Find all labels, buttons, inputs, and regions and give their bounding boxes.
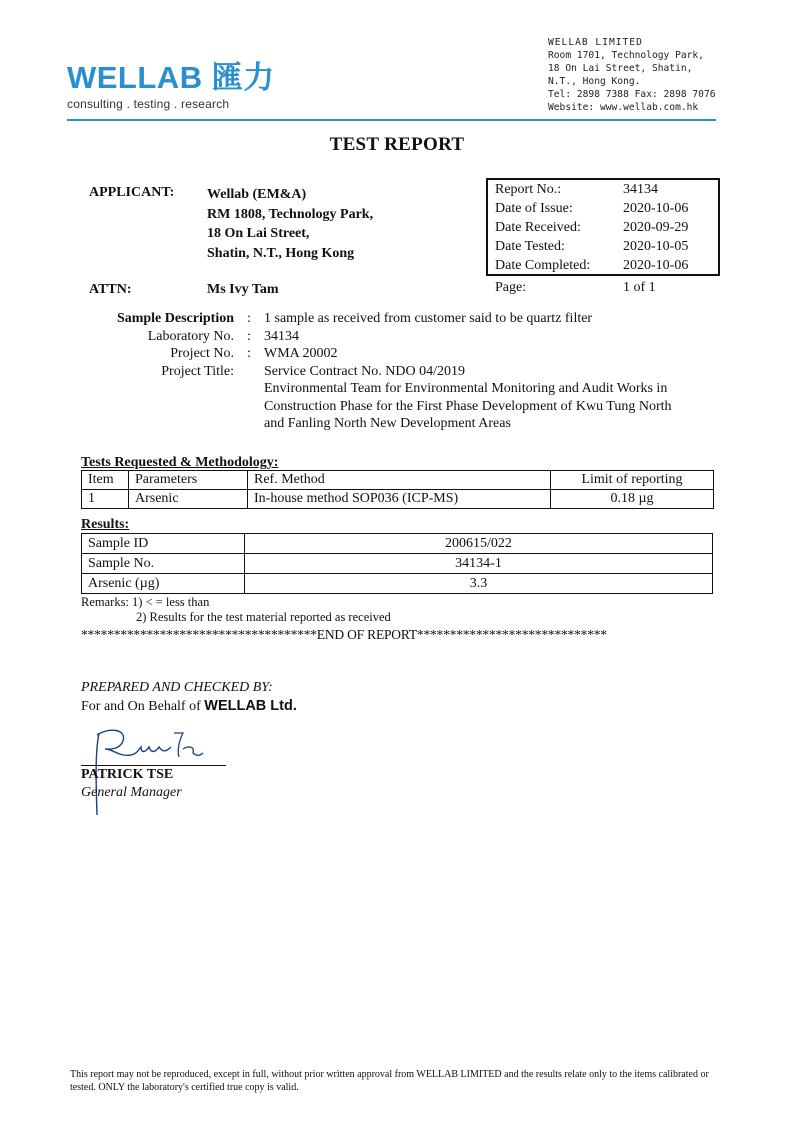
report-info-key: Date Received: xyxy=(495,220,581,235)
applicant-address xyxy=(207,185,373,263)
table-header-cell: Parameters xyxy=(129,471,248,490)
signer-name: PATRICK TSE xyxy=(81,767,174,782)
table-row xyxy=(82,534,713,554)
colon: : xyxy=(247,328,251,344)
report-info-value: 34134 xyxy=(623,182,658,197)
table-cell: 1 xyxy=(82,490,129,509)
report-info-value: 2020-09-29 xyxy=(623,220,689,235)
report-info-row xyxy=(495,237,718,256)
remarks xyxy=(81,595,391,625)
company-phone-fax: Tel: 2898 7388 Fax: 2898 7076 xyxy=(548,89,716,100)
table-header-cell: Limit of reporting xyxy=(551,471,714,490)
report-info-key: Date Completed: xyxy=(495,258,591,273)
report-info-key: Report No.: xyxy=(495,182,562,197)
page-info xyxy=(495,280,656,296)
sample-row xyxy=(100,328,704,346)
report-info-row xyxy=(495,256,718,275)
table-row xyxy=(82,574,713,594)
applicant-label: APPLICANT: xyxy=(89,185,175,200)
lab-no: 34134 xyxy=(264,328,299,344)
sample-row xyxy=(100,310,704,328)
colon: : xyxy=(247,311,251,326)
results-table xyxy=(81,533,713,594)
footer-disclaimer: This report may not be reproduced, except in full, without prior written approval from WELLAB LIMITED and the results relate only to the items calibrated or tested. ONLY the laboratory's certified true copy is valid. xyxy=(70,1069,709,1093)
result-label: Arsenic (µg) xyxy=(82,574,245,594)
result-value: 3.3 xyxy=(245,574,713,594)
applicant-line: 18 On Lai Street, xyxy=(207,226,310,241)
on-behalf-prefix: For and On Behalf of xyxy=(81,699,201,714)
project-title-line: Service Contract No. NDO 04/2019 xyxy=(264,363,466,379)
page-info-key: Page: xyxy=(495,280,527,295)
table-row xyxy=(82,554,713,574)
remark-line: 2) Results for the test material reported as received xyxy=(136,610,391,624)
signer-title: General Manager xyxy=(81,785,182,800)
applicant-line: Shatin, N.T., Hong Kong xyxy=(207,245,355,261)
sample-description: 1 sample as received from customer said to be quartz filter xyxy=(264,311,593,326)
address-line: Room 1701, Technology Park, xyxy=(548,50,704,61)
sample-row xyxy=(100,345,704,363)
report-info-value: 2020-10-05 xyxy=(623,239,689,254)
sample-description-label: Sample Description xyxy=(116,311,234,326)
tests-section-title: Tests Requested & Methodology: xyxy=(81,455,279,470)
sample-row xyxy=(100,363,704,433)
prepared-by-label: PREPARED AND CHECKED BY: xyxy=(81,680,273,695)
result-label: Sample No. xyxy=(82,554,245,574)
table-header-cell: Ref. Method xyxy=(248,471,551,490)
on-behalf-company: WELLAB Ltd. xyxy=(204,698,297,714)
company-name: WELLAB LIMITED xyxy=(548,37,643,48)
table-cell: Arsenic xyxy=(129,490,248,509)
result-value: 34134-1 xyxy=(245,554,713,574)
attn-label: ATTN: xyxy=(89,282,132,297)
header-divider xyxy=(67,119,716,121)
project-title xyxy=(264,363,704,433)
table-header-row xyxy=(82,471,714,490)
company-address-block xyxy=(548,36,716,114)
applicant-line: RM 1808, Technology Park, xyxy=(207,206,374,222)
project-title-line: and Fanling North New Development Areas xyxy=(264,416,511,431)
attn-name: Ms Ivy Tam xyxy=(207,282,279,297)
report-info-value: 2020-10-06 xyxy=(623,258,689,273)
page-info-value: 1 of 1 xyxy=(623,280,656,295)
applicant-line: Wellab (EM&A) xyxy=(207,187,307,202)
project-title-line: Construction Phase for the First Phase Development of Kwu Tung North xyxy=(264,398,672,414)
table-header-cell: Item xyxy=(82,471,129,490)
report-info-key: Date Tested: xyxy=(495,239,565,254)
report-info-row xyxy=(495,180,718,199)
results-section-title: Results: xyxy=(81,517,130,532)
on-behalf-line xyxy=(81,698,297,715)
end-of-report-marker: ************************************END OF REPORT***************************** xyxy=(81,627,607,642)
project-no-label: Project No. xyxy=(170,346,234,361)
address-line: 18 On Lai Street, Shatin, xyxy=(548,63,693,74)
report-info-row xyxy=(495,199,718,218)
table-row xyxy=(82,490,714,509)
signature-line xyxy=(81,765,226,766)
project-title-label: Project Title: xyxy=(161,363,234,379)
colon: : xyxy=(247,346,251,361)
address-line: N.T., Hong Kong. xyxy=(548,76,641,87)
lab-no-label: Laboratory No. xyxy=(147,328,234,344)
project-title-line: Environmental Team for Environmental Monitoring and Audit Works in xyxy=(264,381,668,396)
report-info-value: 2020-10-06 xyxy=(623,201,689,216)
table-cell: 0.18 µg xyxy=(551,490,714,509)
page-title: TEST REPORT xyxy=(329,134,465,155)
project-no: WMA 20002 xyxy=(264,346,338,361)
company-tagline: consulting . testing . research xyxy=(67,97,230,111)
company-website: Website: www.wellab.com.hk xyxy=(548,102,699,113)
result-label: Sample ID xyxy=(82,534,245,554)
report-info-row xyxy=(495,218,718,237)
company-logo: WELLAB 匯力 xyxy=(67,60,275,95)
remark-line: Remarks: 1) < = less than xyxy=(81,595,210,609)
report-info-table xyxy=(495,180,718,275)
tests-table xyxy=(81,470,714,509)
report-info-key: Date of Issue: xyxy=(495,201,573,216)
table-cell: In-house method SOP036 (ICP-MS) xyxy=(248,490,551,509)
result-value: 200615/022 xyxy=(245,534,713,554)
sample-details xyxy=(100,310,704,433)
